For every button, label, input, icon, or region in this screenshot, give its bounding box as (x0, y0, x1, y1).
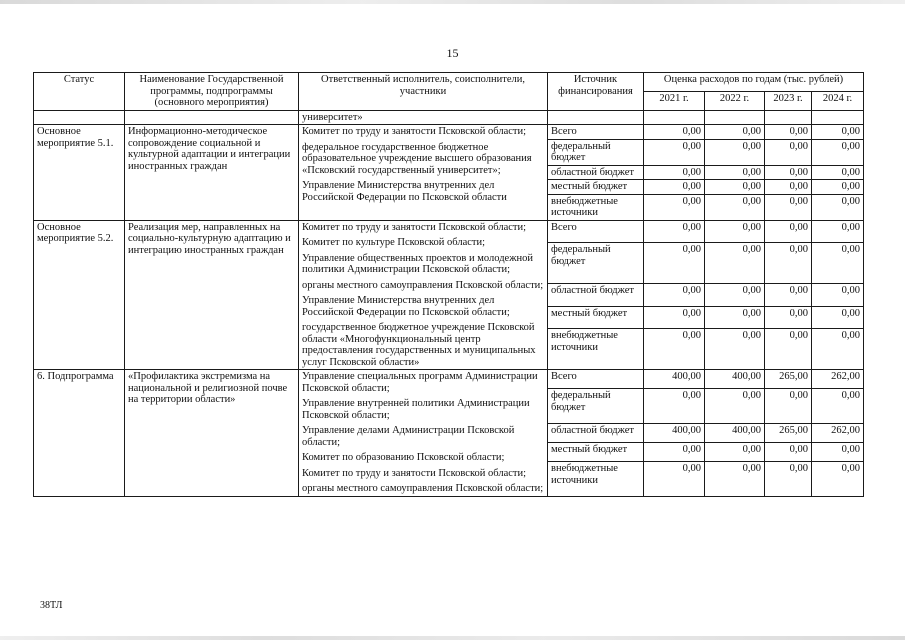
expense-value: 0,00 (765, 139, 812, 165)
expense-value: 0,00 (644, 165, 705, 180)
funding-source: областной бюджет (548, 283, 644, 306)
expense-value: 265,00 (765, 423, 812, 442)
header-year: 2021 г. (644, 91, 705, 110)
funding-source: местный бюджет (548, 306, 644, 329)
table-row (34, 220, 864, 243)
row-status: Основное мероприятие 5.2. (34, 220, 125, 370)
expense-value: 0,00 (765, 220, 812, 243)
expense-value: 0,00 (705, 180, 765, 195)
expense-value: 0,00 (812, 139, 864, 165)
funding-source: Всего (548, 370, 644, 389)
header-status: Статус (34, 73, 125, 111)
expense-value: 0,00 (765, 243, 812, 284)
funding-source: Всего (548, 220, 644, 243)
row-program-name: Информационно-методическое сопровождение социальной и культурной адаптации и интеграции иностранных граждан (125, 125, 299, 221)
expense-value: 0,00 (644, 139, 705, 165)
expense-value: 0,00 (812, 180, 864, 195)
expense-value: 0,00 (644, 462, 705, 496)
responsible-item: Комитет по культуре Псковской области; (302, 237, 486, 248)
expense-value: 0,00 (812, 329, 864, 370)
expense-value: 0,00 (705, 283, 765, 306)
responsible-item: Управление Министерства внутренних дел Российской Федерации по Псковской области (302, 180, 507, 203)
header-year: 2024 г. (812, 91, 864, 110)
row-responsible (299, 370, 548, 497)
expense-value: 0,00 (812, 462, 864, 496)
carry-over-row (34, 110, 864, 125)
expense-value: 0,00 (644, 389, 705, 423)
expense-value: 0,00 (765, 442, 812, 461)
expense-value: 0,00 (705, 220, 765, 243)
footer-code: 38ТЛ (40, 600, 63, 611)
row-responsible (299, 220, 548, 370)
expense-value: 0,00 (812, 220, 864, 243)
responsible-item: Управление делами Администрации Псковской области; (302, 425, 515, 448)
expense-value: 0,00 (765, 194, 812, 220)
expense-value: 0,00 (644, 243, 705, 284)
row-status: 6. Подпрограмма (34, 370, 125, 497)
expense-value: 0,00 (765, 329, 812, 370)
header-year: 2023 г. (765, 91, 812, 110)
expense-value: 0,00 (765, 283, 812, 306)
expense-value: 265,00 (765, 370, 812, 389)
expense-value: 0,00 (705, 125, 765, 140)
funding-source: Всего (548, 125, 644, 140)
expense-value: 400,00 (644, 423, 705, 442)
expense-value: 0,00 (765, 389, 812, 423)
header-estimate: Оценка расходов по годам (тыс. рублей) (644, 73, 864, 92)
header-year: 2022 г. (705, 91, 765, 110)
funding-source: внебюджетные источники (548, 462, 644, 496)
funding-source: внебюджетные источники (548, 194, 644, 220)
funding-source: федеральный бюджет (548, 139, 644, 165)
expense-value: 0,00 (765, 306, 812, 329)
scan-edge-top (0, 0, 905, 4)
responsible-item: Комитет по образованию Псковской области; (302, 452, 505, 463)
responsible-item: органы местного самоуправления Псковской области; (302, 483, 544, 494)
expense-value: 0,00 (812, 442, 864, 461)
expense-value: 0,00 (812, 389, 864, 423)
expense-value: 0,00 (812, 194, 864, 220)
funding-source: областной бюджет (548, 165, 644, 180)
header-program-name: Наименование Государственной программы, подпрограммы (основного мероприятия) (125, 73, 299, 111)
row-program-name: «Профилактика экстремизма на национальной и религиозной почве на территории области» (125, 370, 299, 497)
funding-source: местный бюджет (548, 442, 644, 461)
expense-value: 0,00 (765, 125, 812, 140)
funding-source: федеральный бюджет (548, 389, 644, 423)
carry-over-text: университет» (299, 110, 548, 125)
expense-value: 0,00 (812, 125, 864, 140)
expense-value: 0,00 (812, 283, 864, 306)
expense-value: 0,00 (765, 165, 812, 180)
row-responsible (299, 125, 548, 221)
expense-value: 0,00 (644, 180, 705, 195)
expense-value: 0,00 (705, 139, 765, 165)
expense-value: 400,00 (644, 370, 705, 389)
expense-value: 0,00 (705, 462, 765, 496)
expense-value: 0,00 (644, 283, 705, 306)
expense-value: 0,00 (812, 243, 864, 284)
responsible-item: Управление внутренней политики Администрации Псковской области; (302, 398, 530, 421)
header-row-1 (34, 73, 864, 92)
responsible-item: государственное бюджетное учреждение Псковской области «Многофункциональный центр предоставления государственных и муниципальных услуг Псковской области» (302, 322, 536, 368)
expense-value: 0,00 (644, 306, 705, 329)
responsible-item: федеральное государственное бюджетное образовательное учреждение высшего образования «Псковский государственный университет»; (302, 141, 532, 176)
expense-value: 262,00 (812, 370, 864, 389)
expense-value: 0,00 (644, 329, 705, 370)
expense-value: 0,00 (705, 329, 765, 370)
expense-value: 0,00 (644, 194, 705, 220)
expense-value: 0,00 (705, 243, 765, 284)
expense-value: 0,00 (812, 165, 864, 180)
funding-source: местный бюджет (548, 180, 644, 195)
expense-value: 0,00 (705, 165, 765, 180)
scan-edge-bottom (0, 636, 905, 640)
expense-value: 0,00 (644, 220, 705, 243)
expense-value: 262,00 (812, 423, 864, 442)
row-status: Основное мероприятие 5.1. (34, 125, 125, 221)
funding-source: федеральный бюджет (548, 243, 644, 284)
responsible-item: Управление специальных программ Администрации Псковской области; (302, 371, 538, 394)
table-row (34, 370, 864, 389)
expense-value: 0,00 (812, 306, 864, 329)
expenses-table (33, 72, 864, 497)
expense-value: 0,00 (705, 442, 765, 461)
page-number: 15 (446, 46, 459, 60)
header-source: Источник финансирования (548, 73, 644, 111)
responsible-item: органы местного самоуправления Псковской области; (302, 279, 544, 291)
funding-source: внебюджетные источники (548, 329, 644, 370)
responsible-item: Управление Министерства внутренних дел Российской Федерации по Псковской области; (302, 295, 510, 318)
expense-value: 0,00 (765, 462, 812, 496)
row-program-name: Реализация мер, направленных на социально-культурную адаптацию и интеграцию иностранных граждан (125, 220, 299, 370)
table-row (34, 125, 864, 140)
header-responsible: Ответственный исполнитель, соисполнители, участники (299, 73, 548, 111)
expense-value: 400,00 (705, 370, 765, 389)
expense-value: 0,00 (705, 306, 765, 329)
expense-value: 0,00 (765, 180, 812, 195)
funding-source: областной бюджет (548, 423, 644, 442)
expense-value: 0,00 (705, 389, 765, 423)
expense-value: 400,00 (705, 423, 765, 442)
responsible-item: Комитет по труду и занятости Псковской области; (302, 221, 527, 233)
responsible-item: Комитет по труду и занятости Псковской области; (302, 467, 527, 479)
expense-value: 0,00 (644, 442, 705, 461)
expense-value: 0,00 (705, 194, 765, 220)
responsible-item: Управление общественных проектов и молодежной политики Администрации Псковской области; (302, 252, 533, 275)
expense-value: 0,00 (644, 125, 705, 140)
responsible-item: Комитет по труду и занятости Псковской области; (302, 126, 527, 137)
